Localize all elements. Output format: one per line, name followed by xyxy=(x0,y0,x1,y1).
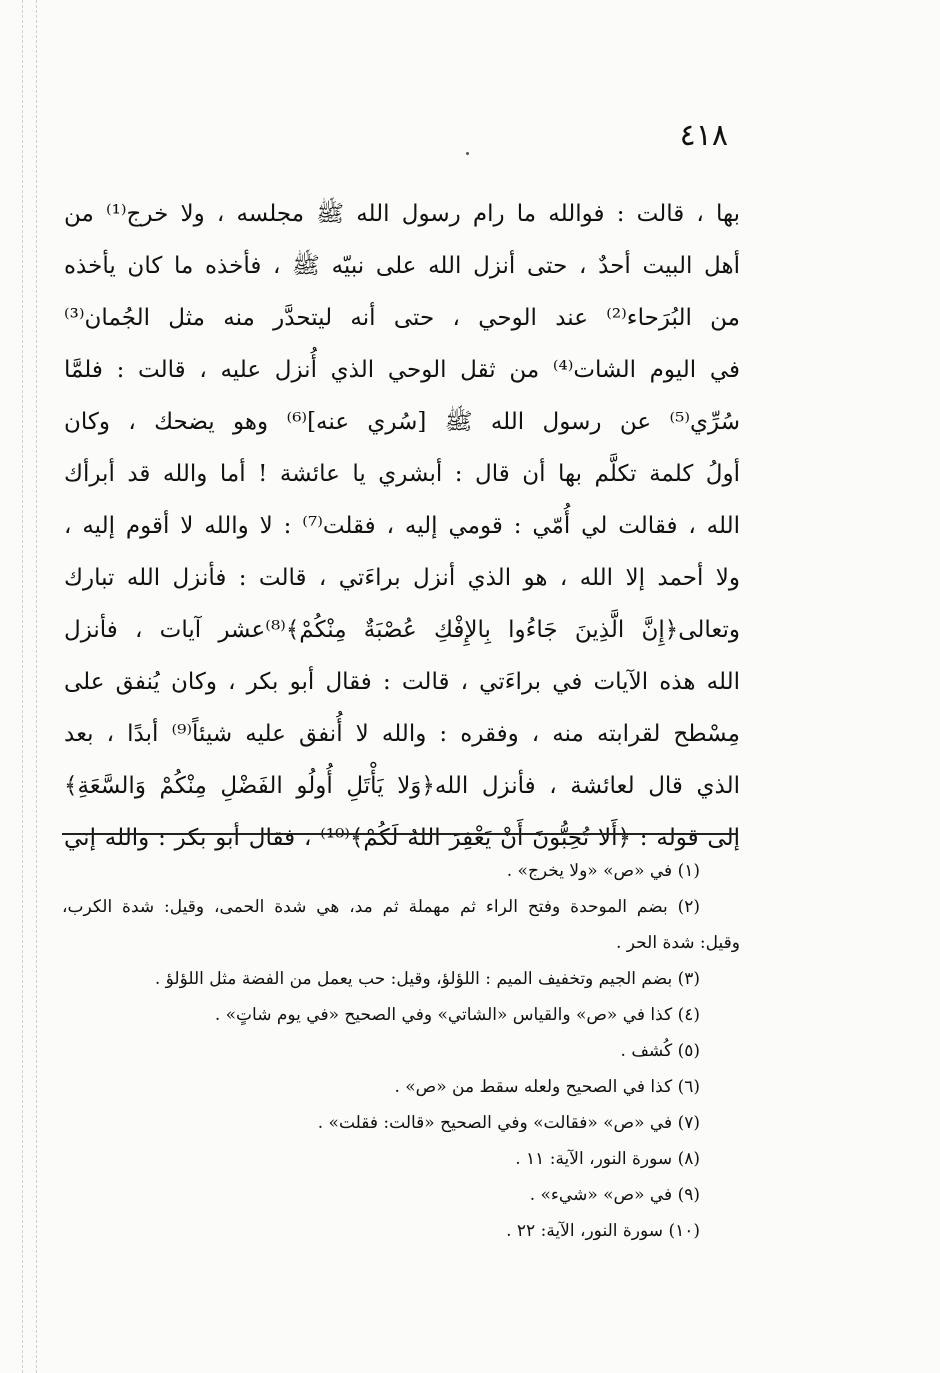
text-line: إلى قوله : ﴿أَلا تُحِبُّونَ أَنْ يَغْفِرَ اللهُ لَكُمْ﴾⁽¹⁰⁾ ، فقال أبو بكر : والله إني xyxy=(64,825,740,851)
footnote-3: (٣) بضم الجيم وتخفيف الميم : اللؤلؤ، وقيل: حب يعمل من الفضة مثل اللؤلؤ . xyxy=(154,969,700,989)
left-margin-rule-inner xyxy=(36,0,37,1373)
text-line: الذي قال لعائشة ، فأنزل الله﴿وَلا يَأْتَلِ أُولُو الفَضْلِ مِنْكُمْ وَالسَّعَةِ﴾ xyxy=(64,773,740,799)
print-speck xyxy=(466,152,469,155)
text-line: أولُ كلمة تكلَّم بها أن قال : أبشري يا عائشة ! أما والله قد أبرأك xyxy=(64,461,740,487)
text-line: سُرِّي⁽⁵⁾ عن رسول الله ﷺ [سُري عنه]⁽⁶⁾ وهو يضحك ، وكان xyxy=(64,409,740,435)
text-line: في اليوم الشات⁽⁴⁾ من ثقل الوحي الذي أُنزل عليه ، قالت : فلمَّا xyxy=(64,357,740,383)
footnotes xyxy=(62,853,740,1249)
text-line: مِسْطح لقرابته منه ، وفقره : والله لا أُنفق عليه شيئاً⁽⁹⁾ أبدًا ، بعد xyxy=(64,721,740,747)
text-line: الله هذه الآيات في براءَتي ، قالت : فقال أبو بكر ، وكان يُنفق على xyxy=(64,669,740,695)
left-margin-rule xyxy=(22,0,23,1373)
text-line: بها ، قالت : فوالله ما رام رسول الله ﷺ مجلسه ، ولا خرج⁽¹⁾ من xyxy=(64,201,740,227)
footnote-8: (٨) سورة النور، الآية: ١١ . xyxy=(515,1149,700,1169)
page-number: ٤١٨ xyxy=(679,118,728,153)
main-text xyxy=(64,188,740,864)
footnote-1: (١) في «ص» «ولا يخرج» . xyxy=(506,861,700,881)
footnote-4: (٤) كذا في «ص» والقياس «الشاتي» وفي الصحيح «في يوم شاتٍ» . xyxy=(214,1005,700,1025)
footnote-2-continued: وقيل: شدة الحر . xyxy=(615,933,740,953)
text-line: أهل البيت أحدٌ ، حتى أنزل الله على نبيّه ﷺ ، فأخذه ما كان يأخذه xyxy=(64,253,740,279)
footnote-separator xyxy=(62,833,738,835)
footnote-5: (٥) كُشف . xyxy=(620,1041,700,1061)
footnote-9: (٩) في «ص» «شيء» . xyxy=(529,1185,700,1205)
text-line: ولا أحمد إلا الله ، هو الذي أنزل براءَتي ، قالت : فأنزل الله تبارك xyxy=(64,565,740,591)
text-line: من البُرَحاء⁽²⁾ عند الوحي ، حتى أنه ليتحدَّر منه مثل الجُمان⁽³⁾ xyxy=(64,305,740,331)
footnote-7: (٧) في «ص» «فقالت» وفي الصحيح «قالت: فقلت» . xyxy=(317,1113,700,1133)
footnote-2: (٢) بضم الموحدة وفتح الراء ثم مهملة ثم مد، هي شدة الحمى، وقيل: شدة الكرب، xyxy=(62,897,700,917)
text-line: وتعالى﴿إِنَّ الَّذِينَ جَاءُوا بِالإِفْكِ عُصْبَةٌ مِنْكُمْ﴾⁽⁸⁾عشر آيات ، فأنزل xyxy=(64,617,740,643)
text-line: الله ، فقالت لي أُمّي : قومي إليه ، فقلت⁽⁷⁾ : لا والله لا أقوم إليه ، xyxy=(64,513,740,539)
footnote-6: (٦) كذا في الصحيح ولعله سقط من «ص» . xyxy=(394,1077,700,1097)
footnote-10: (١٠) سورة النور، الآية: ٢٢ . xyxy=(506,1221,700,1241)
